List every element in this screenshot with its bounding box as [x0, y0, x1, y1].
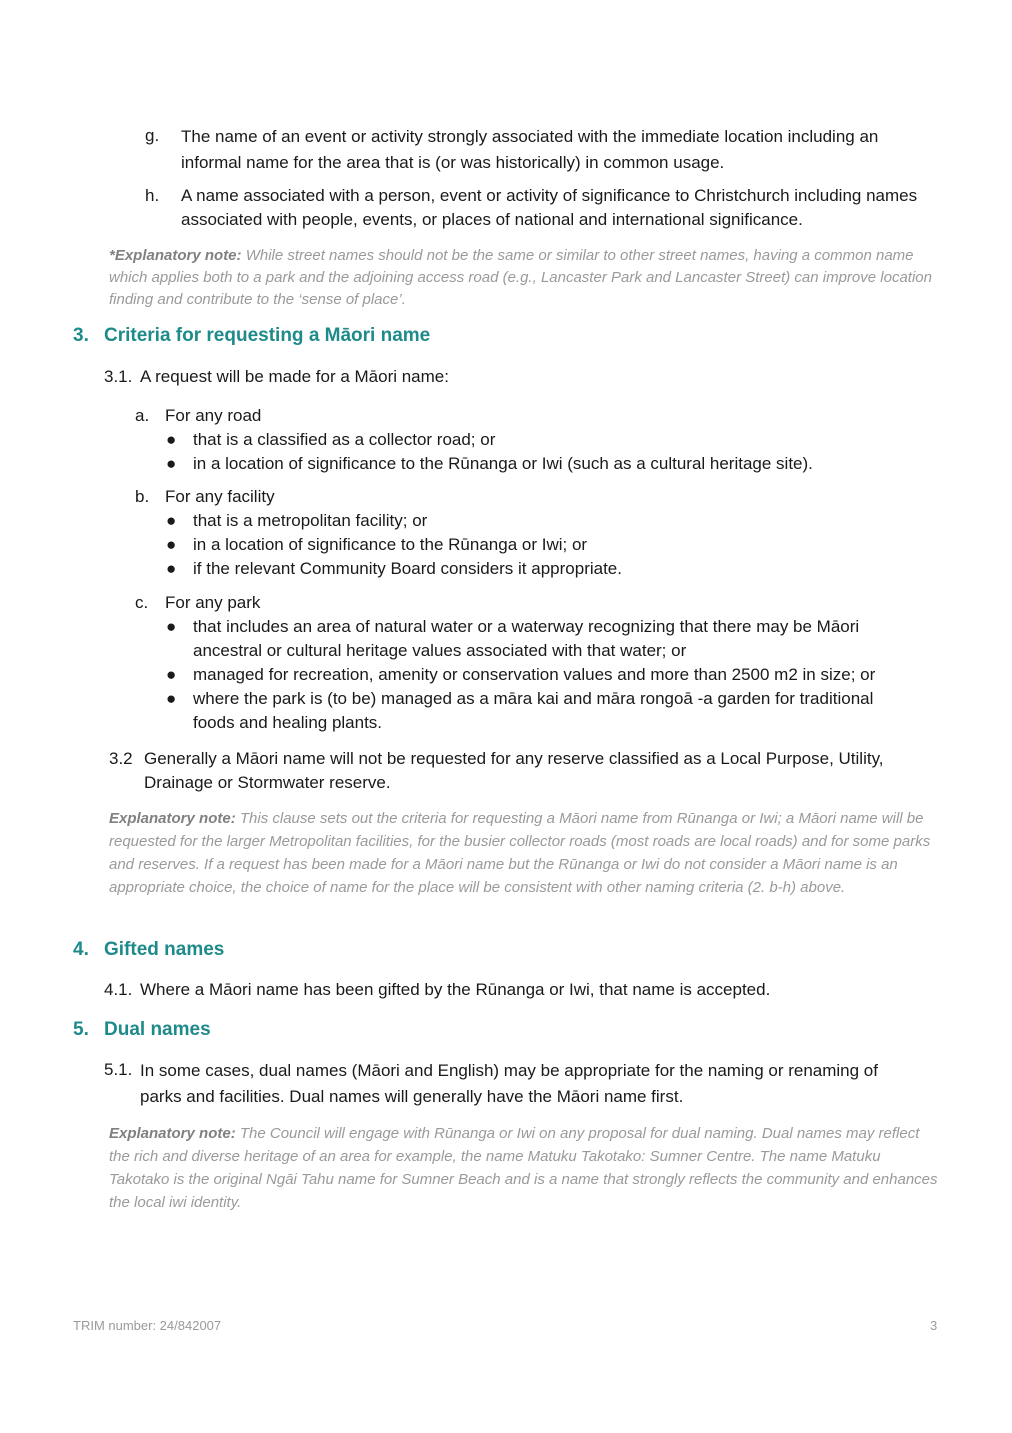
- sub-b-text: For any facility: [165, 487, 275, 506]
- section-3-number: 3.: [73, 325, 89, 346]
- sub-b-bullet-2: in a location of significance to the Rūnanga or Iwi; or: [193, 535, 588, 554]
- section-5-number: 5.: [73, 1019, 89, 1040]
- item-h-text: A name associated with a person, event or activity of significance to Christchurch including names associated with people, events, or places of national and international significance.: [181, 186, 918, 229]
- clause-3-1-number: 3.1.: [104, 367, 133, 386]
- bullet-icon: ●: [166, 535, 177, 554]
- bullet-icon: ●: [166, 430, 177, 449]
- note-body: The Council will engage with Rūnanga or Iwi on any proposal for dual naming. Dual names may reflect the rich and diverse heritage of an area for example, the name Matuku Takotako: Sumner Centre. The name Matuku Takotako is the original Ngāi Tahu name for Sumner Beach and is a name that strongly reflects the community and enhances the local iwi identity.: [109, 1125, 938, 1211]
- sub-b-bullet-3: if the relevant Community Board considers it appropriate.: [193, 559, 622, 578]
- explanatory-note-maori-criteria: [109, 807, 939, 899]
- note-lead: *Explanatory note:: [109, 247, 242, 264]
- clause-5-1-number: 5.1.: [104, 1060, 133, 1079]
- footer-page-number: 3: [930, 1318, 938, 1333]
- clause-3-2-text: Generally a Māori name will not be requested for any reserve classified as a Local Purpose, Utility, Drainage or Stormwater reserve.: [144, 749, 884, 792]
- footer-trim-number: TRIM number: 24/842007: [73, 1318, 222, 1333]
- item-g-text: The name of an event or activity strongly associated with the immediate location including an informal name for the area that is (or was historically) in common usage.: [181, 127, 879, 172]
- clause-4-1-text: Where a Māori name has been gifted by the Rūnanga or Iwi, that name is accepted.: [140, 980, 771, 999]
- explanatory-note-dual-names: [109, 1122, 939, 1214]
- sub-c-bullet-1: that includes an area of natural water or a waterway recognizing that there may be Māori ancestral or cultural heritage values associated with that water; or: [193, 617, 860, 660]
- item-g-marker: g.: [145, 126, 160, 145]
- section-5-title: Dual names: [104, 1019, 211, 1040]
- sub-b-bullet-1: that is a metropolitan facility; or: [193, 511, 428, 530]
- section-4-number: 4.: [73, 939, 89, 960]
- bullet-icon: ●: [166, 617, 177, 636]
- note-lead: Explanatory note:: [109, 1125, 236, 1142]
- sub-c-bullet-2: managed for recreation, amenity or conservation values and more than 2500 m2 in size; or: [193, 665, 876, 684]
- item-h-marker: h.: [145, 186, 160, 205]
- note-lead: Explanatory note:: [109, 810, 236, 827]
- clause-3-2-number: 3.2: [109, 749, 133, 768]
- note-body: While street names should not be the same or similar to other street names, having a common name which applies both to a park and the adjoining access road (e.g., Lancaster Park and Lancaster Street) can improve location finding and contribute to the ‘sense of place’.: [109, 247, 932, 308]
- clause-4-1-number: 4.1.: [104, 980, 133, 999]
- clause-5-1-text: In some cases, dual names (Māori and English) may be appropriate for the naming or renaming of parks and facilities. Dual names will generally have the Māori name first.: [140, 1061, 878, 1106]
- sub-a-text: For any road: [165, 406, 262, 425]
- sub-a-bullet-1: that is a classified as a collector road; or: [193, 430, 496, 449]
- sub-c-bullet-3: where the park is (to be) managed as a māra kai and māra rongoā -a garden for traditional foods and healing plants.: [193, 689, 874, 732]
- clause-3-1-text: A request will be made for a Māori name:: [140, 367, 449, 386]
- bullet-icon: ●: [166, 689, 177, 708]
- sub-c-text: For any park: [165, 593, 261, 612]
- bullet-icon: ●: [166, 454, 177, 473]
- bullet-icon: ●: [166, 511, 177, 530]
- sub-a-bullet-2: in a location of significance to the Rūnanga or Iwi (such as a cultural heritage site).: [193, 454, 813, 473]
- section-4-title: Gifted names: [104, 939, 225, 960]
- bullet-icon: ●: [166, 559, 177, 578]
- sub-a-marker: a.: [135, 406, 150, 425]
- sub-c-marker: c.: [135, 593, 149, 612]
- section-3-title: Criteria for requesting a Māori name: [104, 325, 431, 346]
- sub-b-marker: b.: [135, 487, 150, 506]
- bullet-icon: ●: [166, 665, 177, 684]
- note-body: This clause sets out the criteria for requesting a Māori name from Rūnanga or Iwi; a Māori name will be requested for the larger Metropolitan facilities, for the busier collector roads (most roads are local roads) and for some parks and reserves. If a request has been made for a Māori name but the Rūnanga or Iwi do not consider a Māori name is an appropriate choice, the choice of name for the place will be consistent with other naming criteria (2. b-h) above.: [109, 810, 931, 896]
- explanatory-note-street-names: [109, 245, 939, 311]
